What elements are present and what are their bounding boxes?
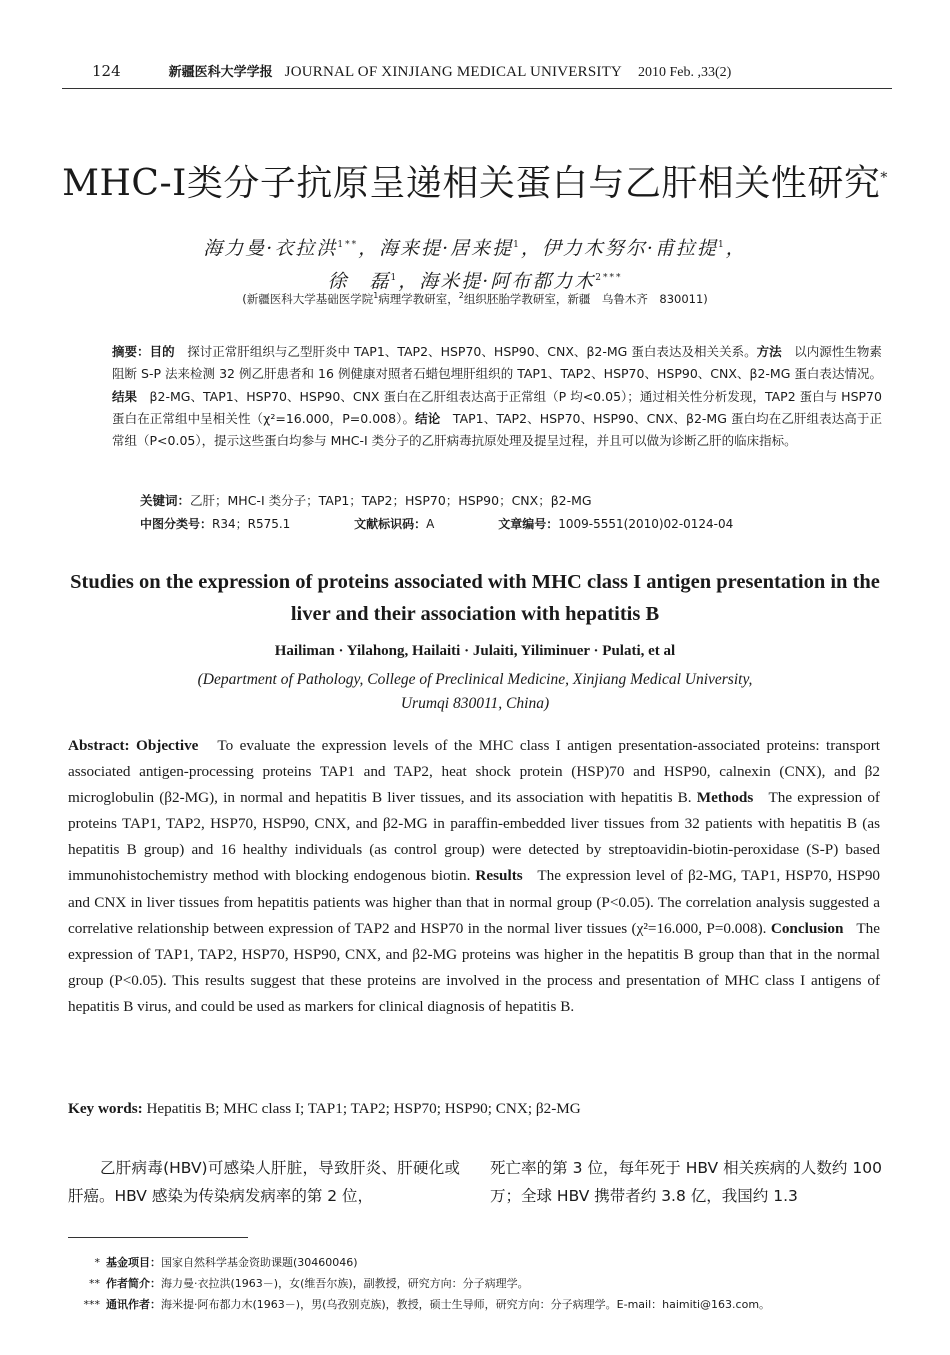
conclusion-text-en: The expression of TAP1, TAP2, HSP70, HSP90, CNX, and β2-MG proteins was higher in the hepatitis B group than that in the normal group (P<0.05). This results suggest that these proteins are involved in the process and presentation of MHC class I antigens of hepatitis B virus, and could be used as markers for clinical diagnosis of hepatitis B.	[68, 919, 881, 1015]
conclusion-label: 结论	[415, 410, 441, 426]
keywords-en	[68, 1100, 880, 1118]
footnote-mark: ***	[83, 1298, 100, 1311]
affiliation-cn	[60, 291, 890, 307]
body-column-right: 死亡率的第 3 位，每年死于 HBV 相关疾病的人数约 100 万；全球 HBV 携带者约 3.8 亿，我国约 1.3	[490, 1159, 882, 1205]
authors-cn	[60, 230, 890, 297]
footnote-mark: *	[94, 1256, 100, 1269]
abstract-en	[68, 733, 880, 1020]
author-sup: 1	[513, 240, 521, 250]
keywords-label: 关键词：	[140, 493, 191, 508]
page-number: 124	[92, 62, 121, 80]
body-column-left: 乙肝病毒(HBV)可感染人肝脏，导致肝炎、肝硬化或肝癌。HBV 感染为传染病发病率的第 2 位，	[68, 1159, 460, 1205]
keywords-cn	[140, 491, 880, 509]
header-rule	[62, 88, 892, 89]
article-title-en: Studies on the expression of proteins associated with MHC class I antigen presentation in the liver and their association with hepatitis B	[70, 571, 880, 625]
objective-label: 目的	[149, 344, 175, 359]
keywords-text-en: Hepatitis B; MHC class I; TAP1; TAP2; HSP70; HSP90; CNX; β2-MG	[146, 1100, 581, 1117]
doc-label: 文献标识码：	[354, 517, 427, 531]
author-sup: 1	[717, 240, 726, 250]
footnote-label: 作者简介：	[106, 1277, 161, 1290]
clc-value: R34；R575.1	[212, 517, 291, 531]
authors-line-2: 徐 磊$^1$，海米提·阿布都力木$^{2***}$	[327, 270, 623, 293]
affiliation-open: (	[242, 292, 247, 306]
journal-name-cn: 新疆医科大学学报	[168, 65, 273, 80]
footnote-text: 国家自然科学基金资助课题(30460046)	[161, 1256, 358, 1269]
footnote-label: 基金项目：	[106, 1256, 161, 1269]
author-name: 伊力木努尔·甫拉提	[541, 237, 718, 260]
footnote-mark: **	[89, 1277, 100, 1290]
footnote-funding	[68, 1252, 898, 1273]
results-text-en: The expression level of β2-MG, TAP1, HSP70, HSP90 and CNX in liver tissues from hepatitis patients was higher than that in normal group (P<0.05). The correlation analysis suggested a correlative relationship between expression of TAP2 and HSP70 in the normal liver tissues (χ²=16.000, P=0.008).	[68, 867, 881, 937]
affiliation-part: 病理学教研室，	[378, 292, 459, 306]
classification-line	[140, 515, 880, 532]
results-text: β2-MG、TAP1、HSP70、HSP90、CNX 蛋白在乙肝组表达高于正常组（P 均<0.05）；通过相关性分析发现，TAP2 蛋白与 HSP70 蛋白在正常组中呈相关性（χ²=16.000，P=0.008）。	[112, 388, 882, 426]
author-name: 海力曼·衣拉洪	[203, 237, 338, 260]
abstract-label-en: Abstract:	[68, 737, 130, 754]
keywords-label-en: Key words:	[68, 1100, 143, 1117]
article-title-cn	[60, 155, 890, 206]
footnote-label: 通讯作者：	[106, 1298, 161, 1311]
methods-text: 以内源性生物素阻断 S-P 法来检测 32 例乙肝患者和 16 例健康对照者石蜡包埋肝组织的 TAP1、TAP2、HSP70、HSP90、CNX、β2-MG 蛋白表达情况。	[112, 344, 882, 382]
doc-code	[354, 515, 464, 532]
objective-text: 探讨正常肝组织与乙型肝炎中 TAP1、TAP2、HSP70、HSP90、CNX、β2-MG 蛋白表达及相关关系。	[187, 344, 757, 359]
footnote-rule	[68, 1237, 248, 1238]
conclusion-text: TAP1、TAP2、HSP70、HSP90、CNX、β2-MG 蛋白均在乙肝组表达高于正常组（P<0.05），提示这些蛋白均参与 MHC-I 类分子的乙肝病毒抗原处理及提呈过程，并且可以做为诊断乙肝的临床指标。	[112, 410, 882, 449]
article-value: 1009-5551(2010)02-0124-04	[558, 517, 734, 531]
affiliation-sup: 2	[458, 291, 464, 301]
footnote-text: 海米提·阿布都力木(1963－)，男(乌孜别克族)，教授，硕士生导师，研究方向：分子病理学。E-mail：haimiti@163.com。	[161, 1298, 771, 1311]
journal-issue: 2010 Feb. ,33(2)	[637, 65, 732, 80]
title-text: MHC-I类分子抗原呈递相关蛋白与乙肝相关性研究	[62, 163, 881, 204]
results-label: 结果	[112, 388, 138, 404]
results-label-en: Results	[475, 867, 523, 885]
title-footnote-mark: *	[880, 170, 888, 186]
clc-number	[140, 515, 320, 532]
methods-text-en: The expression of proteins TAP1, TAP2, HSP70, HSP90, CNX, and β2-MG in paraffin-embedded liver tissues from 32 patients with hepatitis B (as hepatitis B group) and 16 healthy individuals (as control group) were detected by streptoavidin-biotin-peroxidase (S-P) based immunohistochemistry method with blocking endogenous biotin.	[68, 789, 880, 885]
authors-line-1: 海力曼·衣拉洪$^{1**}$，海来提·居来提$^1$，伊力木努尔·甫拉提$^1$，	[203, 237, 747, 260]
keywords-text: 乙肝；MHC-I 类分子；TAP1；TAP2；HSP70；HSP90；CNX；β2-MG	[190, 493, 592, 508]
affiliation-en-line-1: (Department of Pathology, College of Preclinical Medicine, Xinjiang Medical University,	[197, 671, 753, 688]
author-sup: 1**	[337, 240, 359, 250]
abstract-label: 摘要：	[112, 344, 150, 359]
author-sup: 2***	[595, 273, 623, 284]
affiliation-sup: 1	[373, 291, 379, 301]
author-name: 徐 磊	[327, 270, 391, 293]
footnote-corresponding	[68, 1294, 898, 1315]
running-header	[92, 61, 872, 85]
conclusion-label-en: Conclusion	[770, 919, 844, 937]
methods-label-en: Methods	[696, 789, 754, 807]
affiliation-part: 新疆医科大学基础医学院	[246, 292, 374, 306]
abstract-cn	[112, 341, 882, 452]
footnote-author-bio	[68, 1273, 898, 1294]
authors-en: Hailiman · Yilahong, Hailaiti · Julaiti, Yiliminuer · Pulati, et al	[274, 643, 676, 659]
author-name: 海米提·阿布都力木	[419, 270, 596, 293]
objective-label-en: Objective	[136, 737, 199, 754]
author-name: 海来提·居来提	[379, 237, 514, 260]
footnotes	[68, 1252, 898, 1315]
clc-label: 中图分类号：	[140, 517, 213, 531]
affiliation-part: 组织胚胎学教研室，新疆 乌鲁木齐 830011)	[463, 292, 708, 306]
author-sup: 1	[390, 273, 399, 284]
doc-value: A	[426, 517, 435, 531]
objective-text-en: To evaluate the expression levels of the MHC class I antigen presentation-associated proteins: transport associated antigen-processing proteins TAP1 and TAP2, heat shock protein (HSP)70 and HSP90, calnexin (CNX), and β2 microglobulin (β2-MG), in normal and hepatitis B liver tissues, and its association with hepatitis B.	[68, 737, 880, 807]
footnote-text: 海力曼·衣拉洪(1963－)，女(维吾尔族)，副教授，研究方向：分子病理学。	[161, 1277, 529, 1290]
affiliation-en-line-2: Urumqi 830011, China)	[400, 695, 550, 712]
journal-name-en: JOURNAL OF XINJIANG MEDICAL UNIVERSITY	[284, 64, 622, 80]
methods-label: 方法	[756, 344, 782, 359]
article-number	[498, 515, 763, 532]
article-label: 文章编号：	[498, 517, 559, 531]
affiliation-en	[80, 668, 870, 716]
